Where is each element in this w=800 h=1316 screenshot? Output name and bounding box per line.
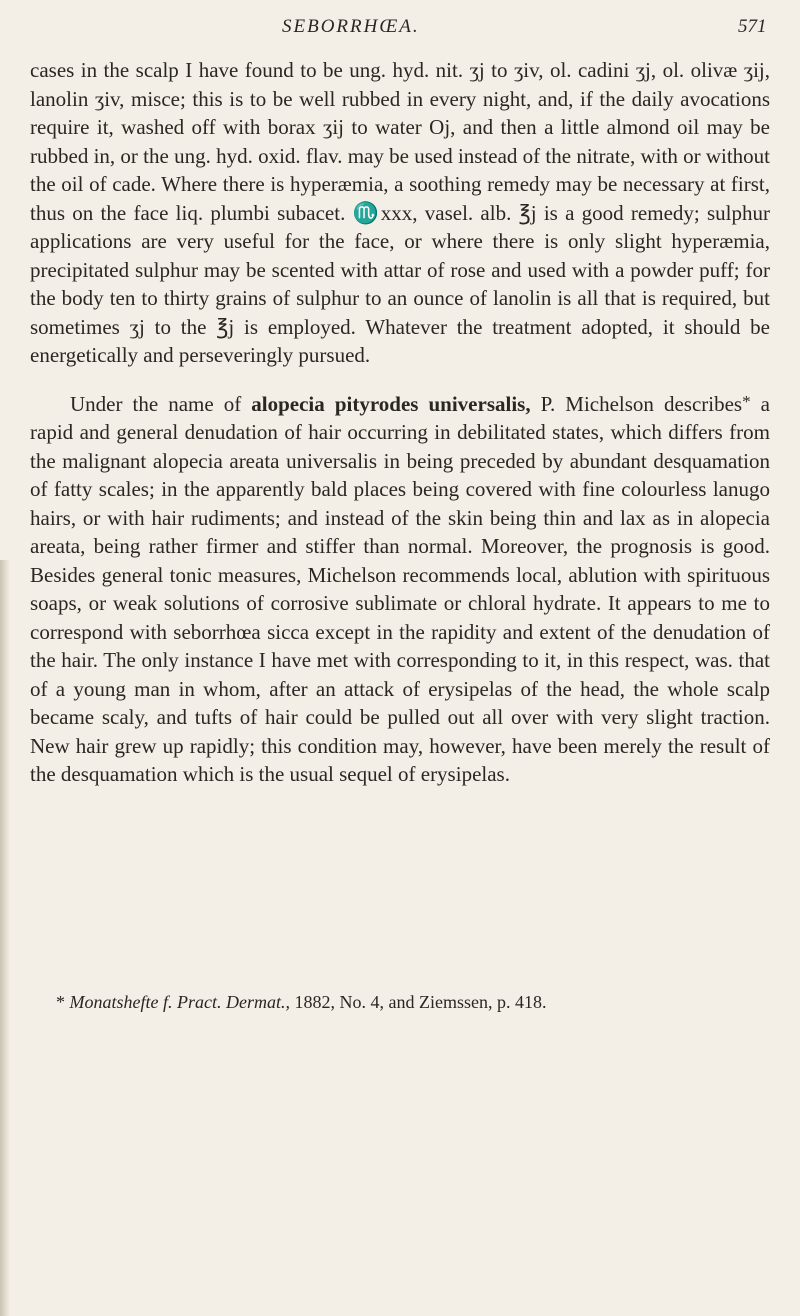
page-header [0, 6, 800, 46]
paragraph-2-mid: P. Michelson describes [530, 391, 743, 416]
footnote-reference: * [742, 391, 751, 411]
disease-name: alopecia pityrodes universalis, [251, 391, 531, 416]
page-number: 571 [738, 16, 767, 37]
paragraph-2 [30, 388, 770, 789]
paragraph-1: cases in the scalp I have found to be ung. hyd. nit. ʒj to ʒiv, ol. cadini ʒj, ol. olivæ ʒij, lanolin ʒiv, misce; this is to be well rubbed in every night, and, if the daily avocations require it, washed off with borax ʒij to water Oj, and then a little almond oil may be rubbed in, or the ung. hyd. oxid. flav. may be used instead of the nitrate, with or without the oil of cade. Where there is hyperæmia, a soothing remedy may be necessary at first, thus on the face liq. plumbi subacet. ♏xxx, vasel. alb. ℥j is a good remedy; sulphur applications are very useful for the face, or where there is only slight hyperæmia, precipitated sulphur may be scented with attar of rose and used with a powder puff; for the body ten to thirty grains of sulphur to an ounce of lanolin is all that is required, but sometimes ʒj to the ℥j is employed. Whatever the treatment adopted, it should be energetically and perseveringly pursued. [30, 58, 770, 367]
running-head: SEBORRHŒA. [282, 16, 420, 37]
paragraph-2-rest: a rapid and general denudation of hair occurring in debilitated states, which differs from the malignant alopecia areata universalis in being preceded by abundant desquamation of fatty scales; in the apparently bald places being covered with fine colourless lanugo hairs, or with hair rudiments; and instead of the skin being thin and lax as in alopecia areata, being rather firmer and stiffer than normal. Moreover, the prognosis is good. Besides general tonic measures, Michelson recommends local, ablution with spirituous soaps, or weak solutions of corrosive sublimate or chloral hydrate. It appears to me to correspond with seborrhœa sicca except in the rapidity and extent of the denudation of the hair. The only instance I have met with corresponding to it, in this respect, was. that of a young man in whom, after an attack of erysipelas of the head, the whole scalp became scaly, and tufts of hair could be pulled out all over with very slight traction. New hair grew up rapidly; this condition may, however, have been merely the result of the desquamation which is the usual sequel of erysipelas. [30, 391, 770, 786]
footnote-rest: 1882, No. 4, and Ziemssen, p. 418. [289, 992, 547, 1012]
footnote-title: Monatshefte f. Pract. Dermat., [69, 992, 290, 1012]
paragraph-2-start: Under the name of [70, 391, 252, 416]
body-text [30, 56, 770, 789]
footnote-mark: * [56, 992, 65, 1012]
page-edge-shadow [0, 560, 10, 1316]
footnote [56, 990, 770, 1014]
